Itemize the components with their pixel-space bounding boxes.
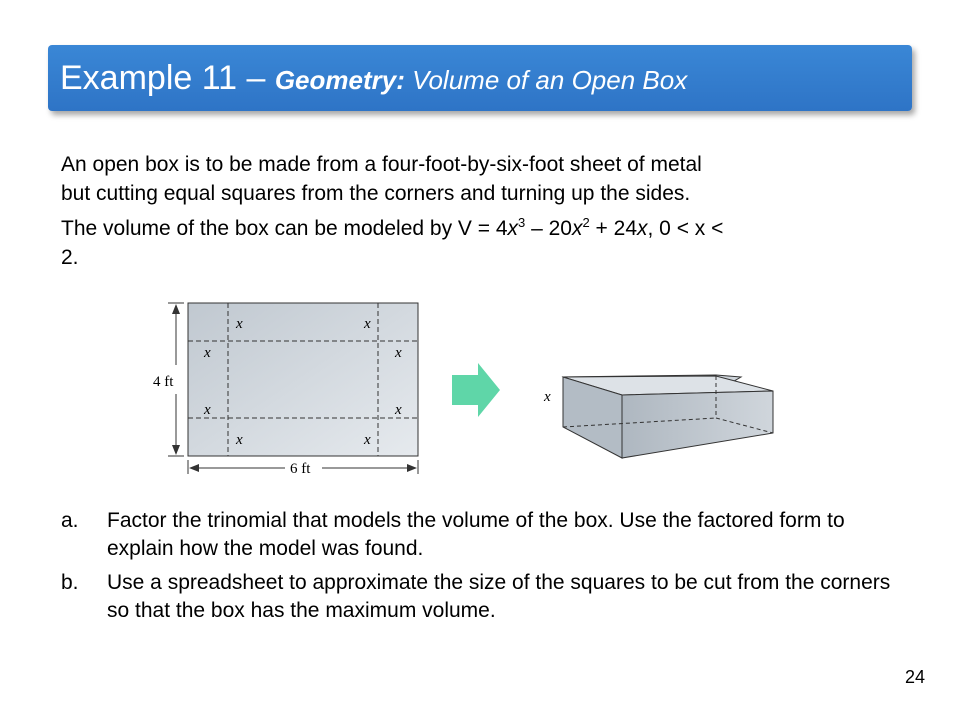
corner-x-label: x: [364, 432, 371, 448]
problem-statement: [61, 150, 906, 272]
box-diagram: [140, 290, 790, 490]
task-marker: b.: [61, 571, 79, 594]
intro-line-2: but cutting equal squares from the corners and turning up the sides.: [61, 182, 691, 205]
list-item: [61, 569, 906, 625]
corner-x-label: x: [236, 432, 243, 448]
right-arrow-icon: [452, 363, 500, 417]
height-label: 4 ft: [153, 374, 174, 390]
intro-line-4: 2.: [61, 246, 79, 269]
title-subtitle: Volume of an Open Box: [404, 64, 688, 95]
width-label: 6 ft: [290, 461, 311, 477]
corner-x-label: x: [395, 402, 402, 418]
corner-x-label: x: [236, 316, 243, 332]
metal-sheet: [188, 303, 418, 456]
corner-x-label: x: [364, 316, 371, 332]
title-main: Example 11 –: [60, 58, 275, 97]
corner-x-label: x: [204, 345, 211, 361]
box-height-label: x: [544, 389, 551, 405]
task-marker: a.: [61, 509, 79, 532]
open-box: [563, 375, 773, 458]
page-number: 24: [905, 667, 926, 687]
task-text: Factor the trinomial that models the volume of the box. Use the factored form to explain how the model was found.: [107, 509, 845, 560]
intro-line-3: The volume of the box can be modeled by $V = 4x^3 - 20x^2 + 24x$, 0 < x <: [61, 215, 724, 240]
task-text: Use a spreadsheet to approximate the size of the squares to be cut from the corners so that the box has the maximum volume.: [107, 571, 891, 622]
title-banner: [48, 45, 912, 111]
corner-x-label: x: [395, 345, 402, 361]
list-item: [61, 507, 906, 563]
task-list: [61, 507, 906, 631]
title-topic: Geometry:: [274, 64, 405, 95]
intro-line-1: An open box is to be made from a four-foot-by-six-foot sheet of metal: [61, 153, 702, 176]
page-title: [60, 59, 687, 98]
corner-x-label: x: [204, 402, 211, 418]
